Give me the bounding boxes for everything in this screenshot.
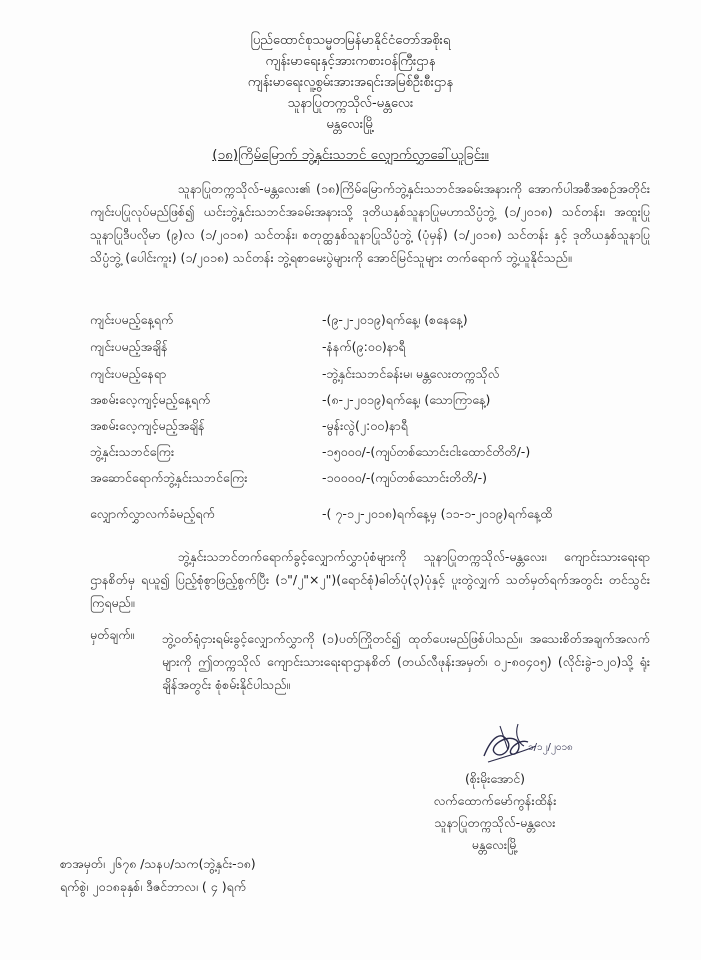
schedule-value: -၁၅၀၀၀/-(ကျပ်တစ်သောင်းငါးထောင်တိတိ/-) <box>322 444 531 459</box>
signatory-city: မန္တလေးမြို့ <box>471 837 519 852</box>
application-period-value: -( ၇-၁၂-၂၀၁၈)ရက်နေ့မှ (၁၁-၁-၂၀၁၉)ရက်နေ့ထိ <box>322 506 553 521</box>
page-title: (၁၈)ကြိမ်မြောက် ဘွဲ့နှင်းသဘင် လျှောက်လွှာခေါ်ယူခြင်း။ <box>212 147 489 163</box>
header-government: ပြည်ထောင်စုသမ္မတမြန်မာနိုင်ငံတော်အစိုးရ <box>250 33 451 48</box>
header-city: မန္တလေးမြို့ <box>326 117 375 132</box>
note-text: ဘွဲ့ဝတ်ရုံငှားရမ်းခွင့်လျှောက်လွှာကို (၁)ပတ်ကြိုတင်၍ ထုတ်ပေးမည်ဖြစ်ပါသည်။ အသေးစိတ်အချက်အလက်များကို ဤတက္ကသိုလ် ကျောင်းသားရေးရာဌာနစိတ် (တယ်လီဖုန်းအမှတ်၊ ၀၂-၈၀၄၀၅) (လိုင်းခွဲ-၁၂၀)သို့ ရုံးချိန်အတွင်း စုံစမ်းနိုင်ပါသည်။ <box>162 631 650 692</box>
schedule-label: ဘွဲ့နှင်းသဘင်ကြေး <box>90 444 175 459</box>
signatory-title: လက်ထောက်မော်ကွန်းထိန်း <box>433 793 557 808</box>
instructions-paragraph: ဘွဲ့နှင်းသဘင်တက်ရောက်ခွင့်လျှောက်လွှာပုံစံများကို သူနာပြုတက္ကသိုလ်-မန္တလေး၊ ကျောင်းသားရေးရာဌာနစိတ်မှ ရယူ၍ ပြည့်စုံစွာဖြည့်စွက်ပြီး (၁"/၂"×၂")(ရောင်စုံ)ဓါတ်ပုံ(၃)ပုံနှင့် ပူးတွဲလျှက် သတ်မှတ်ရက်အတွင်း တင်သွင်းကြရမည်။ <box>90 549 650 610</box>
intro-paragraph: သူနာပြုတက္ကသိုလ်-မန္တလေး၏ (၁၈)ကြိမ်မြောက်ဘွဲ့နှင်းသဘင်အခမ်းအနားကို အောက်ပါအစီအစဉ်အတိုင်း ကျင်းပပြုလုပ်မည်ဖြစ်၍ ယင်းဘွဲ့နှင်းသဘင်အခမ်းအနားသို့ ဒုတိယနှစ်သူနာပြုမဟာသိပ္ပံဘွဲ့ (၁/၂၀၁၈) သင်တန်း၊ အထူးပြုသူနာပြုဒီပလိုမာ (၉)လ (၁/၂၀၁၈) သင်တန်း၊ စတုတ္ထနှစ်သူနာပြုသိပ္ပံဘွဲ့ (ပုံမှန်) (၁/၂၀၁၈) သင်တန်း နှင့် ဒုတိယနှစ်သူနာပြုသိပ္ပံဘွဲ့ (ပေါင်းကူး) (၁/၂၀၁၈) သင်တန်း ဘွဲ့ရစာမေးပွဲများကို အောင်မြင်သူများ တက်ရောက် ဘွဲ့ယူနိုင်သည်။ <box>90 181 650 265</box>
note-label: မှတ်ချက်။ <box>90 627 135 642</box>
schedule-label: ကျင်းပမည့်နေရာ <box>90 366 167 381</box>
schedule-row <box>90 312 670 334</box>
signatory-org: သူနာပြုတက္ကသိုလ်-မန္တလေး <box>434 815 556 830</box>
header-ministry: ကျန်းမာရေးနှင့်အားကစားဝန်ကြီးဌာန <box>265 54 436 69</box>
schedule-row <box>90 392 670 414</box>
schedule-row <box>90 366 670 388</box>
schedule-label: ကျင်းပမည့်အချိန် <box>90 339 168 354</box>
schedule-value: -(၈-၂-၂၀၁၉)ရက်နေ့၊ (သောကြာနေ့) <box>322 392 491 407</box>
schedule-label: အဆောင်ရောက်ဘွဲ့နှင်းသဘင်ကြေး <box>90 470 248 485</box>
schedule-value: -မွန်းလွဲ(၂:၀၀)နာရီ <box>322 418 408 433</box>
schedule-row <box>90 418 670 440</box>
schedule-row <box>90 339 670 361</box>
application-period-label: လျှောက်လွှာလက်ခံမည့်ရက် <box>90 506 215 521</box>
schedule-value: -ဘွဲ့နှင်းသဘင်ခန်းမ၊ မန္တလေးတက္ကသိုလ် <box>322 366 500 381</box>
schedule-value: -၁၀၀၀၀/-(ကျပ်တစ်သောင်းတိတိ/-) <box>322 470 487 485</box>
header-department: ကျန်းမာရေးလူ့စွမ်းအားအရင်းအမြစ်ဦးစီးဌာန <box>247 75 454 90</box>
application-period-row <box>90 506 670 528</box>
header-university: သူနာပြုတက္ကသိုလ်-မန္တလေး <box>287 96 414 111</box>
schedule-value: -နံနက်(၉:၀၀)နာရီ <box>322 339 406 354</box>
letter-date: ရက်စွဲ၊ ၂၀၁၈ခုနှစ်၊ ဒီဇင်ဘာလ၊ ( ၄ )ရက် <box>60 879 247 894</box>
schedule-value: -(၉-၂-၂၀၁၉)ရက်နေ့၊ (စနေနေ့) <box>322 312 468 327</box>
handwritten-signature <box>478 716 573 772</box>
signatory-name: (စိုးမိုးအောင်) <box>464 771 526 786</box>
schedule-label: အစမ်းလေ့ကျင့်မည့်နေ့ရက် <box>90 392 211 407</box>
letter-number: စာအမှတ်၊ ၂၆၇၈ /သနပ/သက(ဘွဲ့နှင်း-၁၈) <box>60 856 256 871</box>
schedule-label: အစမ်းလေ့ကျင့်မည့်အချိန် <box>90 418 205 433</box>
signature-date: ၁/၁၂/၂၀၁၈ <box>528 742 573 753</box>
schedule-label: ကျင်းပမည့်နေ့ရက် <box>90 312 174 327</box>
schedule-row <box>90 470 670 492</box>
schedule-row <box>90 444 670 466</box>
